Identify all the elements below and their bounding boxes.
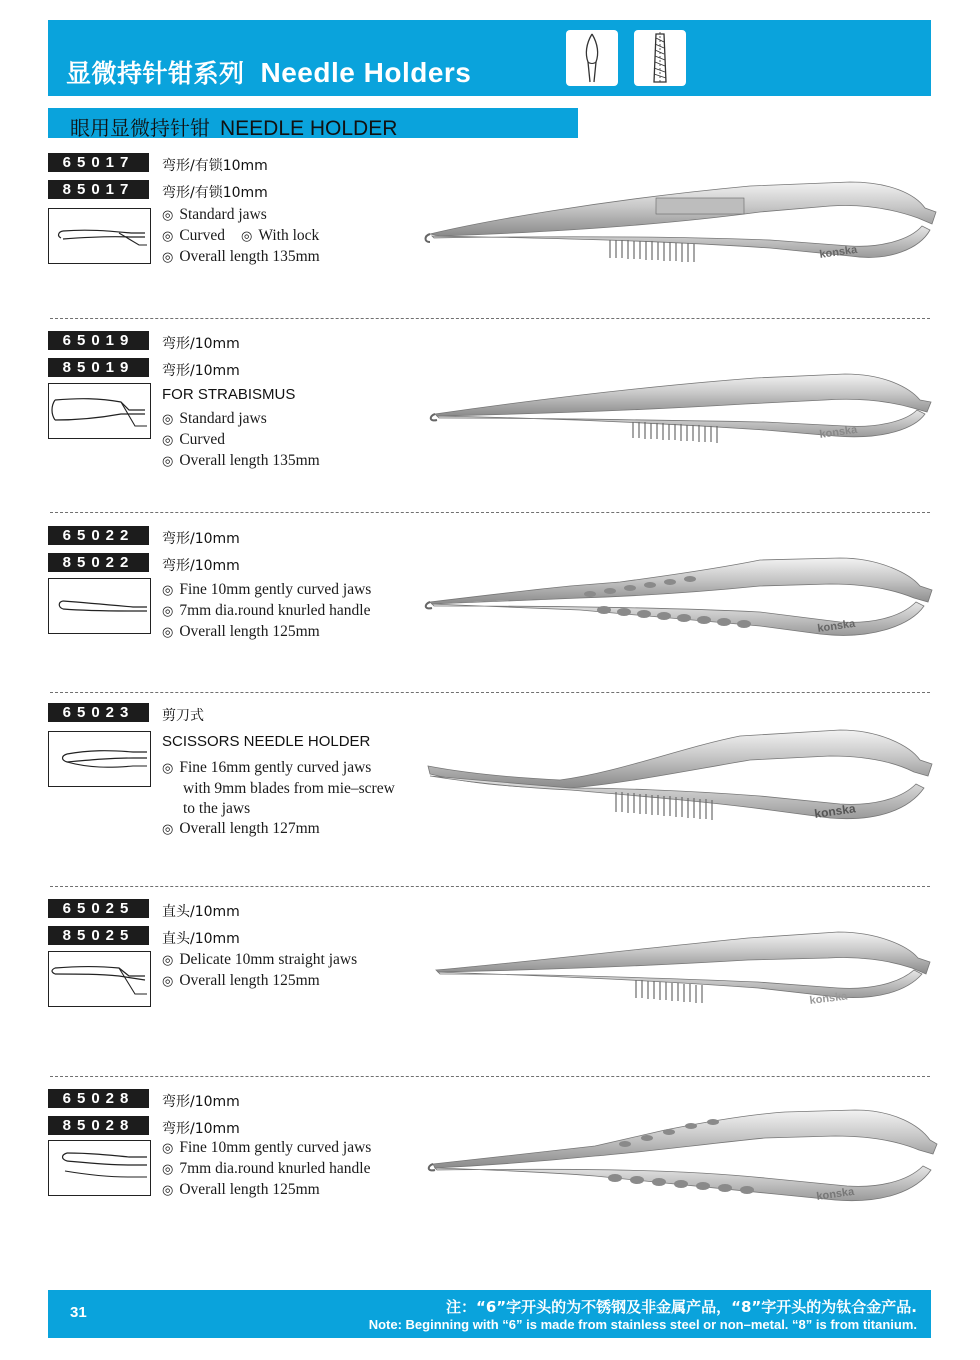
section-title	[70, 112, 397, 141]
section-divider	[50, 692, 930, 693]
product-code: 65028	[48, 1089, 149, 1108]
section-title-cn: 眼用显微持针钳	[70, 116, 210, 140]
page-title-en: Needle Holders	[260, 57, 472, 88]
section-divider	[50, 1076, 930, 1077]
spec-item: ◎ Fine 16mm gently curved jaws	[162, 759, 372, 776]
spec-item: ◎ Overall length 125mm	[162, 623, 320, 640]
spec-item: ◎ Overall length 125mm	[162, 972, 320, 989]
jaw-tip-icon	[566, 30, 618, 86]
jaw-thumbnail	[48, 951, 151, 1007]
footer-note-en: Note: Beginning with “6” is made from stainless steel or non–metal. “8” is from titanium.	[368, 1317, 917, 1332]
product-desc-cn: 弯形/有锁10mm	[162, 158, 268, 174]
product-code: 85028	[48, 1116, 149, 1135]
page-header	[48, 20, 931, 96]
product-title-en: FOR STRABISMUS	[162, 386, 296, 403]
product-desc-cn: 剪刀式	[162, 708, 204, 724]
product-code: 85025	[48, 926, 149, 945]
spec-list	[162, 580, 371, 643]
footer-note-cn: 注：“6”字开头的为不锈钢及非金属产品，“8”字开头的为钛合金产品.	[445, 1298, 917, 1316]
spec-item: ◎ Overall length 135mm	[162, 452, 320, 469]
product-desc-cn: 弯形/10mm	[162, 558, 240, 574]
product-desc-cn: 弯形/10mm	[162, 1121, 240, 1137]
product-desc-cn: 弯形/有锁10mm	[162, 185, 268, 201]
brand-label: konska	[808, 990, 849, 1007]
spec-item: ◎ Standard jaws	[162, 410, 267, 427]
page-number: 31	[70, 1304, 87, 1321]
scissors-needle-holder-image	[420, 726, 940, 836]
spec-item: ◎ Fine 10mm gently curved jaws	[162, 581, 372, 598]
brand-label: konska	[815, 1185, 855, 1203]
jaw-thumbnail	[48, 383, 151, 439]
spec-item: ◎ Overall length 127mm	[162, 820, 320, 837]
product-desc-cn: 弯形/10mm	[162, 336, 240, 352]
spec-item: ◎ Overall length 125mm	[162, 1181, 320, 1198]
needle-holder-image	[425, 1104, 940, 1216]
product-code: 65023	[48, 703, 149, 722]
product-code: 85019	[48, 358, 149, 377]
jaw-thumbnail	[48, 1140, 151, 1196]
spec-item: ◎ Curved	[162, 431, 225, 448]
product-desc-cn: 直头/10mm	[162, 931, 240, 947]
spec-item: ◎ Fine 10mm gently curved jaws	[162, 1139, 372, 1156]
product-code: 65025	[48, 899, 149, 918]
product-desc-cn: 弯形/10mm	[162, 531, 240, 547]
product-desc-cn: 弯形/10mm	[162, 363, 240, 379]
product-code: 65022	[48, 526, 149, 545]
product-code: 85022	[48, 553, 149, 572]
needle-holder-image	[428, 916, 940, 1016]
product-code: 65019	[48, 331, 149, 350]
jaw-thumbnail	[48, 208, 151, 264]
section-divider	[50, 512, 930, 513]
product-desc-cn: 弯形/10mm	[162, 1094, 240, 1110]
product-title-en: SCISSORS NEEDLE HOLDER	[162, 733, 371, 750]
spec-item: with 9mm blades from mie–screw	[183, 780, 395, 797]
page-title-cn: 显微持针钳系列	[66, 59, 245, 88]
page-footer	[48, 1290, 931, 1338]
product-desc-cn: 直头/10mm	[162, 904, 240, 920]
needle-holder-image	[420, 178, 940, 278]
spec-item: ◎ Curved ◎ With lock	[162, 227, 320, 244]
spec-list	[162, 950, 357, 992]
product-code: 65017	[48, 153, 149, 172]
product-code: 85017	[48, 180, 149, 199]
spec-item: ◎ Overall length 135mm	[162, 248, 320, 265]
brand-label: konska	[813, 801, 857, 821]
jaw-thumbnail	[48, 731, 151, 787]
brand-label: konska	[818, 243, 858, 261]
section-divider	[50, 886, 930, 887]
spec-item: ◎ 7mm dia.round knurled handle	[162, 602, 371, 619]
section-divider	[50, 318, 930, 319]
page-title	[66, 54, 471, 90]
needle-holder-image	[425, 364, 940, 454]
spec-item: ◎ Delicate 10mm straight jaws	[162, 951, 358, 968]
spec-list	[162, 409, 320, 472]
spec-item: to the jaws	[183, 800, 251, 817]
jaw-thumbnail	[48, 578, 151, 634]
brand-label: konska	[816, 617, 856, 635]
section-title-en: NEEDLE HOLDER	[220, 117, 398, 140]
spec-list	[162, 205, 320, 268]
spec-list	[162, 758, 395, 840]
spec-item: ◎ Standard jaws	[162, 206, 267, 223]
brand-label: konska	[818, 423, 858, 441]
spec-item: ◎ 7mm dia.round knurled handle	[162, 1160, 371, 1177]
spec-list	[162, 1138, 371, 1201]
needle-holder-image	[420, 552, 940, 648]
serrated-jaw-icon	[634, 30, 686, 86]
section-header	[48, 108, 578, 138]
